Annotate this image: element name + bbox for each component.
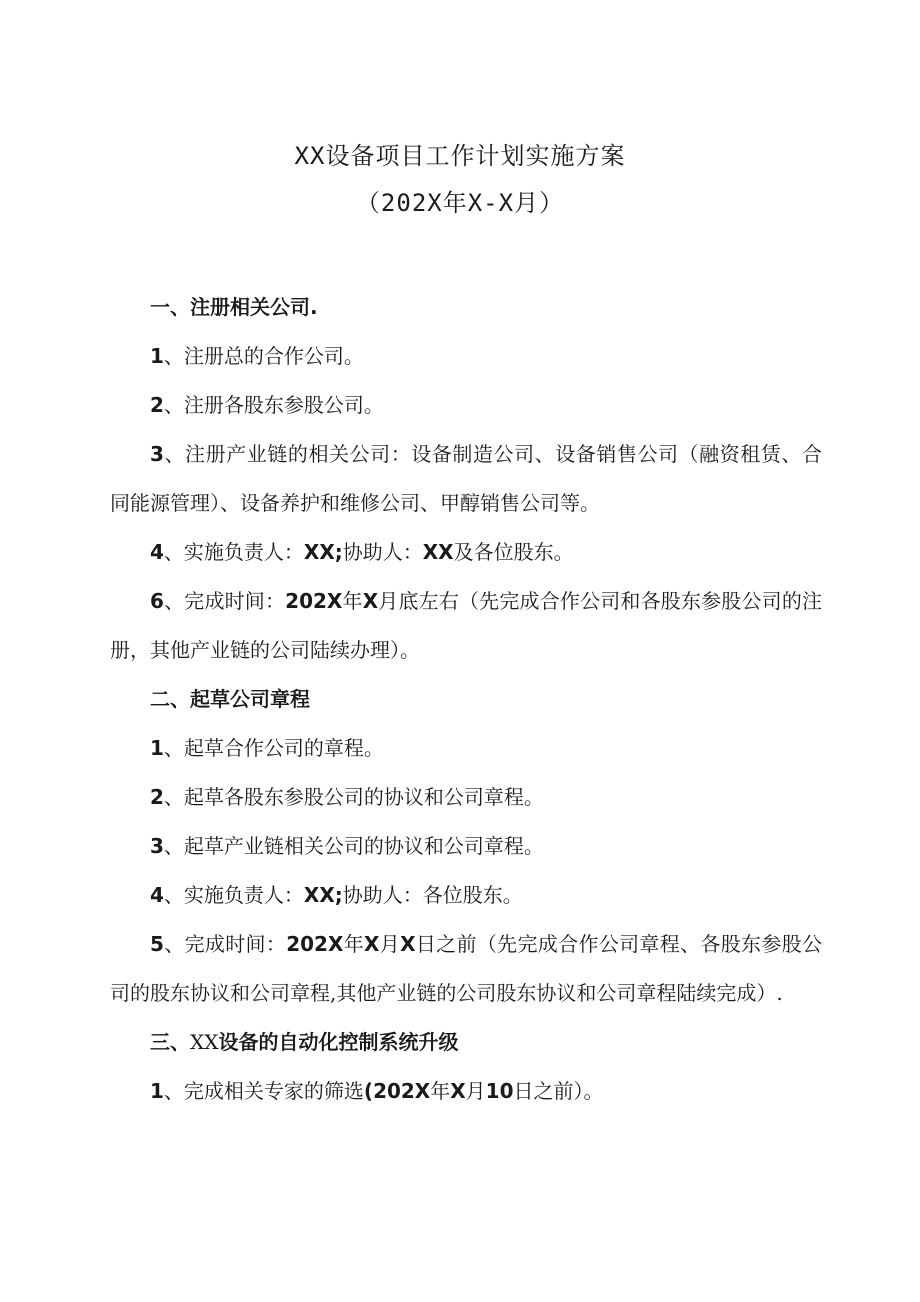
list-item: 1、注册总的合作公司。 [150,344,364,368]
list-item: 4、实施负责人：XX;协助人：各位股东。 [150,883,523,907]
list-item: 2、起草各股东参股公司的协议和公司章程。 [150,785,544,809]
list-item: 6、完成时间：202X年X月底左右（先完成合作公司和各股东参股公司的注册，其他产业链的公司陆续办理）。 [110,589,823,662]
document-title: XX设备项目工作计划实施方案 [294,142,626,170]
list-item: 5、完成时间：202X年X月X日之前（先完成合作公司章程、各股东参股公司的股东协议和公司章程,其他产业链的公司股东协议和公司章程陆续完成）. [110,932,823,1005]
section-heading: 三、XX设备的自动化控制系统升级 [150,1030,459,1054]
document-body [110,283,822,1116]
list-item: 4、实施负责人：XX;协助人：XX及各位股东。 [150,540,574,564]
document-subtitle: （202X年X-X月） [355,189,565,217]
list-item: 2、注册各股东参股公司。 [150,393,384,417]
list-item: 1、完成相关专家的筛选(202X年X月10日之前）。 [150,1079,604,1103]
section-heading: 二、起草公司章程 [150,687,310,711]
list-item: 3、注册产业链的相关公司：设备制造公司、设备销售公司（融资租赁、合同能源管理）、设备养护和维修公司、甲醇销售公司等。 [110,442,822,515]
list-item: 1、起草合作公司的章程。 [150,736,384,760]
list-item: 3、起草产业链相关公司的协议和公司章程。 [150,834,544,858]
section-heading: 一、注册相关公司. [150,295,318,319]
